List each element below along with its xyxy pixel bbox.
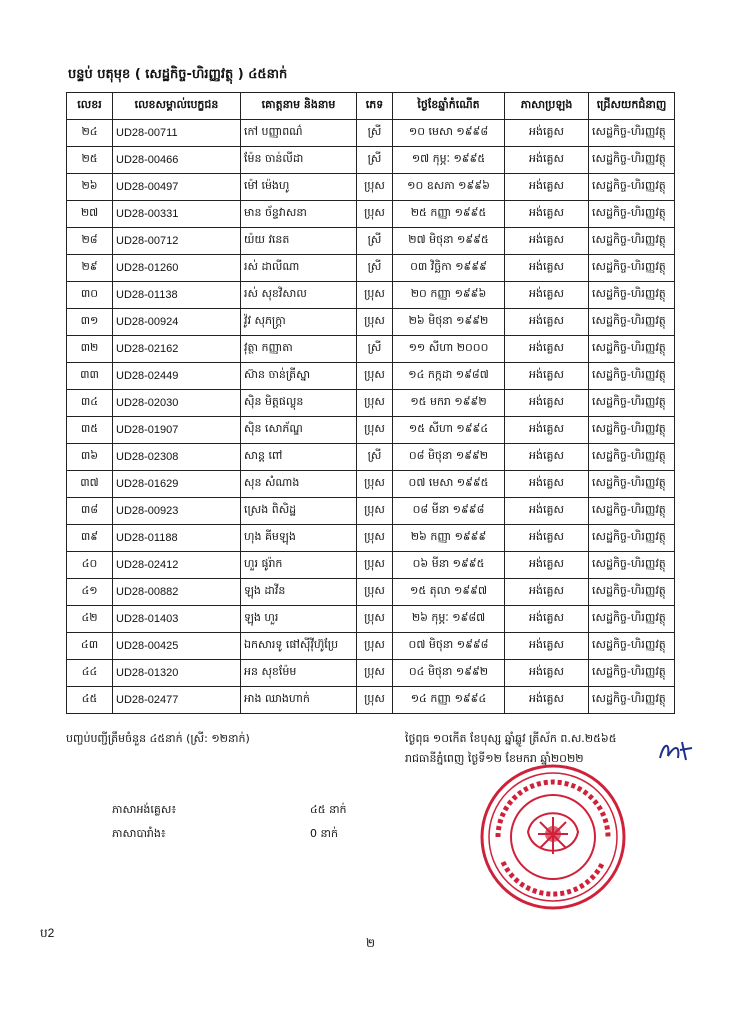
- summary-french-label: ភាសាបារាំង៖: [112, 827, 166, 840]
- table-row: [67, 255, 675, 282]
- candidate-dob: ០៧ មេសា ១៩៩៥: [393, 471, 505, 498]
- row-number: ២៨: [67, 228, 113, 255]
- candidate-dob: ២៧ មិថុនា ១៩៩៥: [393, 228, 505, 255]
- row-number: ២៥: [67, 147, 113, 174]
- table-row: [67, 228, 675, 255]
- col-header-dob: ថ្ងៃខែឆ្នាំកំណើត: [393, 93, 505, 120]
- exam-language: អង់គ្លេស: [505, 309, 589, 336]
- candidate-sex: ប្រុស: [357, 687, 393, 714]
- total-count: បញ្ចប់បញ្ជីត្រឹមចំនួន ៤៥នាក់ (ស្រី: ១២នាក់): [66, 732, 250, 745]
- col-header-id: លេខសម្គាល់បេក្ខជន: [113, 93, 241, 120]
- summary-english-label: ភាសាអង់គ្លេស៖: [112, 803, 177, 816]
- candidate-dob: ០៦ មីនា ១៩៩៥: [393, 552, 505, 579]
- exam-language: អង់គ្លេស: [505, 633, 589, 660]
- chosen-major: សេដ្ឋកិច្ច-ហិរញ្ញវត្ថុ: [589, 606, 675, 633]
- candidate-dob: ០៨ មិថុនា ១៩៩២: [393, 444, 505, 471]
- table-row: [67, 471, 675, 498]
- candidate-sex: ប្រុស: [357, 390, 393, 417]
- chosen-major: សេដ្ឋកិច្ច-ហិរញ្ញវត្ថុ: [589, 552, 675, 579]
- col-header-name: គោត្តនាម និងនាម: [241, 93, 357, 120]
- exam-language: អង់គ្លេស: [505, 498, 589, 525]
- candidate-sex: ប្រុស: [357, 579, 393, 606]
- row-number: ៣៧: [67, 471, 113, 498]
- table-row: [67, 390, 675, 417]
- candidate-sex: ស្រី: [357, 336, 393, 363]
- row-number: ៤៤: [67, 660, 113, 687]
- row-number: ៣៣: [67, 363, 113, 390]
- candidate-sex: ប្រុស: [357, 552, 393, 579]
- candidate-name: ឡុង ហួរ: [241, 606, 357, 633]
- candidate-sex: ស្រី: [357, 255, 393, 282]
- chosen-major: សេដ្ឋកិច្ច-ហិរញ្ញវត្ថុ: [589, 309, 675, 336]
- row-number: ៣២: [67, 336, 113, 363]
- candidate-sex: ស្រី: [357, 444, 393, 471]
- candidate-sex: ប្រុស: [357, 660, 393, 687]
- chosen-major: សេដ្ឋកិច្ច-ហិរញ្ញវត្ថុ: [589, 660, 675, 687]
- candidate-dob: ១៥ មករា ១៩៩២: [393, 390, 505, 417]
- table-row: [67, 309, 675, 336]
- candidate-sex: ប្រុស: [357, 633, 393, 660]
- candidate-name: ម៉ៅ ម៉េងហូ: [241, 174, 357, 201]
- candidate-dob: ២៥ កញ្ញា ១៩៩៥: [393, 201, 505, 228]
- candidate-id: UD28-02412: [113, 552, 241, 579]
- candidate-id: UD28-00924: [113, 309, 241, 336]
- exam-language: អង់គ្លេស: [505, 390, 589, 417]
- candidate-dob: ២៦ កញ្ញា ១៩៩៩: [393, 525, 505, 552]
- chosen-major: សេដ្ឋកិច្ច-ហិរញ្ញវត្ថុ: [589, 498, 675, 525]
- candidate-sex: ប្រុស: [357, 417, 393, 444]
- row-number: ២៧: [67, 201, 113, 228]
- table-row: [67, 282, 675, 309]
- exam-language: អង់គ្លេស: [505, 471, 589, 498]
- row-number: ៣៥: [67, 417, 113, 444]
- exam-language: អង់គ្លេស: [505, 606, 589, 633]
- candidate-id: UD28-00923: [113, 498, 241, 525]
- candidate-name: ស៊ិន មិត្តផល្លុន: [241, 390, 357, 417]
- col-header-no: លេខរ: [67, 93, 113, 120]
- candidate-dob: ១៥ សីហា ១៩៩៤: [393, 417, 505, 444]
- candidate-dob: ១៧ កុម្ភៈ ១៩៩៥: [393, 147, 505, 174]
- row-number: ៣០: [67, 282, 113, 309]
- candidate-id: UD28-00497: [113, 174, 241, 201]
- exam-language: អង់គ្លេស: [505, 255, 589, 282]
- candidate-sex: ស្រី: [357, 120, 393, 147]
- candidate-name: ស្រេង ពិសិដ្ឋ: [241, 498, 357, 525]
- candidate-dob: ០៤ មិថុនា ១៩៩២: [393, 660, 505, 687]
- table-row: [67, 606, 675, 633]
- chosen-major: សេដ្ឋកិច្ច-ហិរញ្ញវត្ថុ: [589, 201, 675, 228]
- candidate-id: UD28-01188: [113, 525, 241, 552]
- row-number: ៣១: [67, 309, 113, 336]
- candidate-id: UD28-00711: [113, 120, 241, 147]
- exam-language: អង់គ្លេស: [505, 201, 589, 228]
- candidate-id: UD28-02030: [113, 390, 241, 417]
- candidate-name: ស៊ាន ចាន់ត្រីស្នា: [241, 363, 357, 390]
- place-date: រាជធានីភ្នំពេញ ថ្ងៃទី១២ ខែមករា ឆ្នាំ២០២២: [405, 752, 584, 765]
- row-number: ៤០: [67, 552, 113, 579]
- table-header-row: [67, 93, 675, 120]
- candidate-name: វ៉ូវ សុភក្រ្តា: [241, 309, 357, 336]
- candidate-id: UD28-02477: [113, 687, 241, 714]
- candidate-name: ស៊ិន សោភ័ណ្ឌ: [241, 417, 357, 444]
- candidate-id: UD28-01907: [113, 417, 241, 444]
- chosen-major: សេដ្ឋកិច្ច-ហិរញ្ញវត្ថុ: [589, 525, 675, 552]
- candidate-name: យ៉យ វនេត: [241, 228, 357, 255]
- candidate-dob: ១០ ឧសភា ១៩៩៦: [393, 174, 505, 201]
- candidate-sex: ប្រុស: [357, 174, 393, 201]
- exam-language: អង់គ្លេស: [505, 444, 589, 471]
- col-header-major: ជ្រើសយកជំនាញ: [589, 93, 675, 120]
- candidate-name: រស់ ដាលីណា: [241, 255, 357, 282]
- table-row: [67, 687, 675, 714]
- candidate-dob: ១០ មេសា ១៩៩៨: [393, 120, 505, 147]
- candidate-dob: ២៦ កុម្ភៈ ១៩៨៧: [393, 606, 505, 633]
- exam-language: អង់គ្លេស: [505, 336, 589, 363]
- signature-mark: [656, 738, 696, 764]
- chosen-major: សេដ្ឋកិច្ច-ហិរញ្ញវត្ថុ: [589, 471, 675, 498]
- candidate-name: មាន ច័ន្ទវាសនា: [241, 201, 357, 228]
- row-number: ២៦: [67, 174, 113, 201]
- chosen-major: សេដ្ឋកិច្ច-ហិរញ្ញវត្ថុ: [589, 417, 675, 444]
- table-row: [67, 174, 675, 201]
- table-row: [67, 363, 675, 390]
- candidate-id: UD28-00466: [113, 147, 241, 174]
- table-row: [67, 147, 675, 174]
- candidate-id: UD28-01629: [113, 471, 241, 498]
- candidate-name: ម៉ែន ចាន់លីដា: [241, 147, 357, 174]
- candidate-table: [66, 92, 675, 714]
- room-heading: បន្ទប់ បតុមុខ ( សេដ្ឋកិច្ច-ហិរញ្ញវត្ថុ ) ៤៥នាក់: [68, 67, 288, 82]
- exam-language: អង់គ្លេស: [505, 579, 589, 606]
- candidate-id: UD28-02449: [113, 363, 241, 390]
- candidate-name: ហួរ ផូរ៉ាក: [241, 552, 357, 579]
- candidate-id: UD28-01138: [113, 282, 241, 309]
- table-row: [67, 660, 675, 687]
- candidate-sex: ស្រី: [357, 228, 393, 255]
- candidate-name: សាន្ត ពៅ: [241, 444, 357, 471]
- row-number: ៣៨: [67, 498, 113, 525]
- exam-language: អង់គ្លេស: [505, 687, 589, 714]
- exam-language: អង់គ្លេស: [505, 282, 589, 309]
- row-number: ៤៥: [67, 687, 113, 714]
- row-number: ៣៤: [67, 390, 113, 417]
- exam-language: អង់គ្លេស: [505, 363, 589, 390]
- candidate-id: UD28-00882: [113, 579, 241, 606]
- candidate-id: UD28-02162: [113, 336, 241, 363]
- chosen-major: សេដ្ឋកិច្ច-ហិរញ្ញវត្ថុ: [589, 255, 675, 282]
- candidate-sex: ប្រុស: [357, 363, 393, 390]
- candidate-name: អាង ឈាងហាក់: [241, 687, 357, 714]
- candidate-sex: ប្រុស: [357, 498, 393, 525]
- chosen-major: សេដ្ឋកិច្ច-ហិរញ្ញវត្ថុ: [589, 633, 675, 660]
- chosen-major: សេដ្ឋកិច្ច-ហិរញ្ញវត្ថុ: [589, 120, 675, 147]
- table-row: [67, 579, 675, 606]
- table-row: [67, 417, 675, 444]
- table-row: [67, 120, 675, 147]
- exam-language: អង់គ្លេស: [505, 525, 589, 552]
- table-row: [67, 336, 675, 363]
- exam-language: អង់គ្លេស: [505, 174, 589, 201]
- candidate-sex: ប្រុស: [357, 525, 393, 552]
- official-seal: [478, 762, 628, 912]
- chosen-major: សេដ្ឋកិច្ច-ហិរញ្ញវត្ថុ: [589, 687, 675, 714]
- candidate-sex: ប្រុស: [357, 606, 393, 633]
- col-header-sex: ភេទ: [357, 93, 393, 120]
- row-number: ៣៩: [67, 525, 113, 552]
- lunar-date: ថ្ងៃពុធ ១០កើត ខែបុស្ស ឆ្នាំឆ្លូវ ត្រីស័ក ព.ស.២៥៦៥: [405, 732, 617, 745]
- chosen-major: សេដ្ឋកិច្ច-ហិរញ្ញវត្ថុ: [589, 444, 675, 471]
- page-number: ២: [366, 936, 376, 950]
- candidate-name: អន សុខម៉ែម: [241, 660, 357, 687]
- candidate-sex: ស្រី: [357, 147, 393, 174]
- chosen-major: សេដ្ឋកិច្ច-ហិរញ្ញវត្ថុ: [589, 228, 675, 255]
- candidate-name: រស់ សុខវិសាល: [241, 282, 357, 309]
- row-number: ៤២: [67, 606, 113, 633]
- row-number: ២៤: [67, 120, 113, 147]
- row-number: ៤៣: [67, 633, 113, 660]
- exam-language: អង់គ្លេស: [505, 660, 589, 687]
- row-number: ៣៦: [67, 444, 113, 471]
- candidate-sex: ប្រុស: [357, 309, 393, 336]
- candidate-name: វុត្ថា កញ្ញាតា: [241, 336, 357, 363]
- chosen-major: សេដ្ឋកិច្ច-ហិរញ្ញវត្ថុ: [589, 390, 675, 417]
- table-row: [67, 525, 675, 552]
- candidate-id: UD28-01260: [113, 255, 241, 282]
- candidate-id: UD28-00425: [113, 633, 241, 660]
- col-header-language: ភាសាប្រឡង: [505, 93, 589, 120]
- row-number: ២៩: [67, 255, 113, 282]
- exam-language: អង់គ្លេស: [505, 228, 589, 255]
- candidate-name: ហុង គីមឡុង: [241, 525, 357, 552]
- candidate-name: ឯកសារទូ ផៅស៊ីវ៉ីហ៊ូប្រែ: [241, 633, 357, 660]
- candidate-name: កៅ បញ្ញាពណ៌: [241, 120, 357, 147]
- candidate-dob: ១៤ កក្កដា ១៩៨៧: [393, 363, 505, 390]
- exam-language: អង់គ្លេស: [505, 147, 589, 174]
- chosen-major: សេដ្ឋកិច្ច-ហិរញ្ញវត្ថុ: [589, 174, 675, 201]
- chosen-major: សេដ្ឋកិច្ច-ហិរញ្ញវត្ថុ: [589, 147, 675, 174]
- candidate-dob: ០៨ មីនា ១៩៩៨: [393, 498, 505, 525]
- candidate-dob: ២០ កញ្ញា ១៩៩៦: [393, 282, 505, 309]
- table-row: [67, 552, 675, 579]
- candidate-dob: ១៥ តុលា ១៩៩៧: [393, 579, 505, 606]
- candidate-id: UD28-01403: [113, 606, 241, 633]
- chosen-major: សេដ្ឋកិច្ច-ហិរញ្ញវត្ថុ: [589, 363, 675, 390]
- summary-french-count: 0 នាក់: [310, 827, 338, 840]
- candidate-id: UD28-02308: [113, 444, 241, 471]
- exam-language: អង់គ្លេស: [505, 552, 589, 579]
- summary-english-count: ៤៥ នាក់: [310, 803, 347, 816]
- exam-language: អង់គ្លេស: [505, 417, 589, 444]
- exam-language: អង់គ្លេស: [505, 120, 589, 147]
- document-code: ប2: [40, 926, 55, 940]
- candidate-dob: ០៧ មិថុនា ១៩៩៨: [393, 633, 505, 660]
- table-row: [67, 201, 675, 228]
- candidate-id: UD28-00712: [113, 228, 241, 255]
- chosen-major: សេដ្ឋកិច្ច-ហិរញ្ញវត្ថុ: [589, 282, 675, 309]
- candidate-dob: ២៦ មិថុនា ១៩៩២: [393, 309, 505, 336]
- candidate-name: ឡុង ដាវីន: [241, 579, 357, 606]
- candidate-sex: ប្រុស: [357, 282, 393, 309]
- candidate-id: UD28-00331: [113, 201, 241, 228]
- table-row: [67, 498, 675, 525]
- chosen-major: សេដ្ឋកិច្ច-ហិរញ្ញវត្ថុ: [589, 579, 675, 606]
- candidate-sex: ប្រុស: [357, 201, 393, 228]
- table-row: [67, 633, 675, 660]
- candidate-dob: ១១ សីហា ២០០០: [393, 336, 505, 363]
- candidate-dob: ០៣ វិច្ឆិកា ១៩៩៩: [393, 255, 505, 282]
- candidate-name: សុន សំណាង: [241, 471, 357, 498]
- candidate-id: UD28-01320: [113, 660, 241, 687]
- table-row: [67, 444, 675, 471]
- row-number: ៤១: [67, 579, 113, 606]
- candidate-dob: ១៤ កញ្ញា ១៩៩៤: [393, 687, 505, 714]
- chosen-major: សេដ្ឋកិច្ច-ហិរញ្ញវត្ថុ: [589, 336, 675, 363]
- candidate-sex: ប្រុស: [357, 471, 393, 498]
